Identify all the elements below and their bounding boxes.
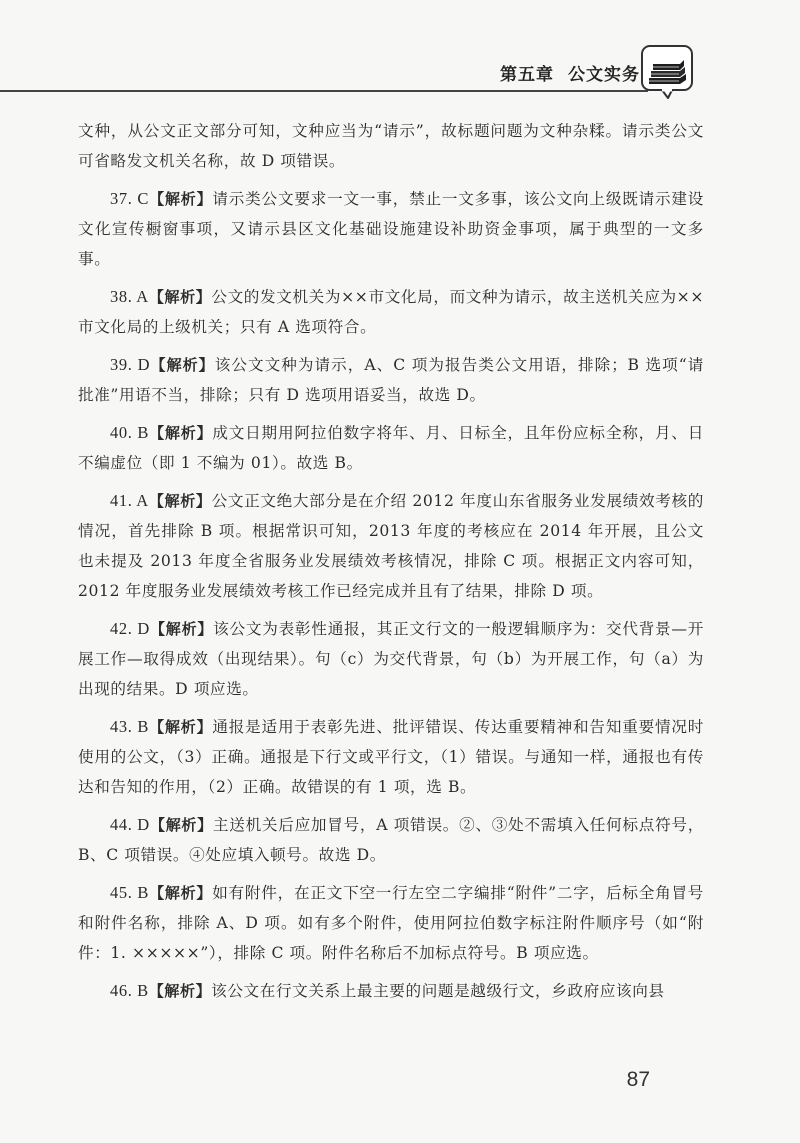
- chapter-number: 第五章: [500, 65, 554, 85]
- analysis-tag: 【解析】: [148, 288, 212, 306]
- analysis-tag: 【解析】: [148, 424, 213, 442]
- question-number: 39. D: [110, 355, 151, 374]
- paragraph-text: 成文日期用阿拉伯数字将年、月、日标全，且年份应标全称，月、日不编虚位（即 1 不编为 01）。故选 B。: [78, 424, 704, 472]
- paragraph-text: 如有附件，在正文下空一行左空二字编排“附件”二字，后标全角冒号和附件名称，排除 A、D 项。如有多个附件，使用阿拉伯数字标注附件顺序号（如“附件：1. ×××××”），排除 C 项。附件名称后不加标点符号。B 项应选。: [78, 884, 705, 962]
- question-number: 41. A: [110, 491, 149, 510]
- answer-37: [78, 184, 704, 274]
- paragraph-text: 主送机关后应加冒号，A 项错误。②、③处不需填入任何标点符号，B、C 项错误。④处应填入顿号。故选 D。: [78, 816, 704, 864]
- answer-explanations: [78, 116, 704, 1014]
- analysis-tag: 【解析】: [150, 356, 215, 374]
- question-number: 37. C: [110, 189, 149, 208]
- answer-38: [78, 282, 704, 342]
- answer-44: [78, 810, 704, 870]
- paragraph-text: 公文正文绝大部分是在介绍 2012 年度山东省服务业发展绩效考核的情况，首先排除 B 项。根据常识可知，2013 年度的考核应在 2014 年开展，且公文也未提及 2013 年度全省服务业发展绩效考核情况，排除 C 项。根据正文内容可知，2012 年度服务业发展绩效考核工作已经完成并且有了结果，排除 D 项。: [78, 492, 704, 600]
- paragraph-text: 请示类公文要求一文一事，禁止一文多事，该公文向上级既请示建设文化宣传橱窗事项，又请示县区文化基础设施建设补助资金事项，属于典型的一文多事。: [78, 190, 704, 268]
- analysis-tag: 【解析】: [148, 492, 212, 510]
- chapter-title: 公文实务: [568, 65, 640, 85]
- running-head: [500, 60, 640, 85]
- answer-45: [78, 878, 704, 968]
- page-header: [0, 0, 800, 100]
- answer-41: [78, 486, 704, 606]
- paragraph-text: 该公文为表彰性通报，其正文行文的一般逻辑顺序为：交代背景—开展工作—取得成效（出现结果）。句（c）为交代背景，句（b）为开展工作，句（a）为出现的结果。D 项应选。: [78, 620, 704, 698]
- paragraph-text: 通报是适用于表彰先进、批评错误、传达重要精神和告知重要情况时使用的公文，（3）正确。通报是下行文或平行文，（1）错误。与通知一样，通报也有传达和告知的作用，（2）正确。故错误的有 1 项，选 B。: [78, 718, 704, 796]
- answer-39: [78, 350, 704, 410]
- paragraph-continuation: [78, 116, 704, 176]
- answer-42: [78, 614, 704, 704]
- analysis-tag: 【解析】: [149, 816, 213, 834]
- stacked-books-icon: [640, 44, 696, 100]
- paragraph-text: 该公文在行文关系上最主要的问题是越级行文，乡政府应该向县: [211, 982, 665, 1000]
- answer-43: [78, 712, 704, 802]
- paragraph-text: 该公文文种为请示，A、C 项为报告类公文用语，排除；B 选项“请批准”用语不当，排除；只有 D 选项用语妥当，故选 D。: [78, 356, 704, 404]
- answer-46: [78, 976, 704, 1006]
- question-number: 43. B: [110, 717, 149, 736]
- paragraph-text: 文种，从公文正文部分可知，文种应当为“请示”，故标题问题为文种杂糅。请示类公文可省略发文机关名称，故 D 项错误。: [78, 122, 704, 170]
- analysis-tag: 【解析】: [148, 190, 213, 208]
- question-number: 38. A: [110, 287, 149, 306]
- page-number: 87: [626, 1068, 650, 1091]
- question-number: 45. B: [110, 883, 149, 902]
- question-number: 46. B: [110, 981, 149, 1000]
- question-number: 40. B: [110, 423, 149, 442]
- question-number: 44. D: [110, 815, 150, 834]
- question-number: 42. D: [110, 619, 150, 638]
- answer-40: [78, 418, 704, 478]
- analysis-tag: 【解析】: [148, 718, 213, 736]
- analysis-tag: 【解析】: [148, 884, 213, 902]
- analysis-tag: 【解析】: [148, 982, 212, 1000]
- paragraph-text: 公文的发文机关为××市文化局，而文种为请示，故主送机关应为××市文化局的上级机关；只有 A 选项符合。: [78, 288, 704, 336]
- analysis-tag: 【解析】: [149, 620, 214, 638]
- header-rule: [0, 90, 648, 92]
